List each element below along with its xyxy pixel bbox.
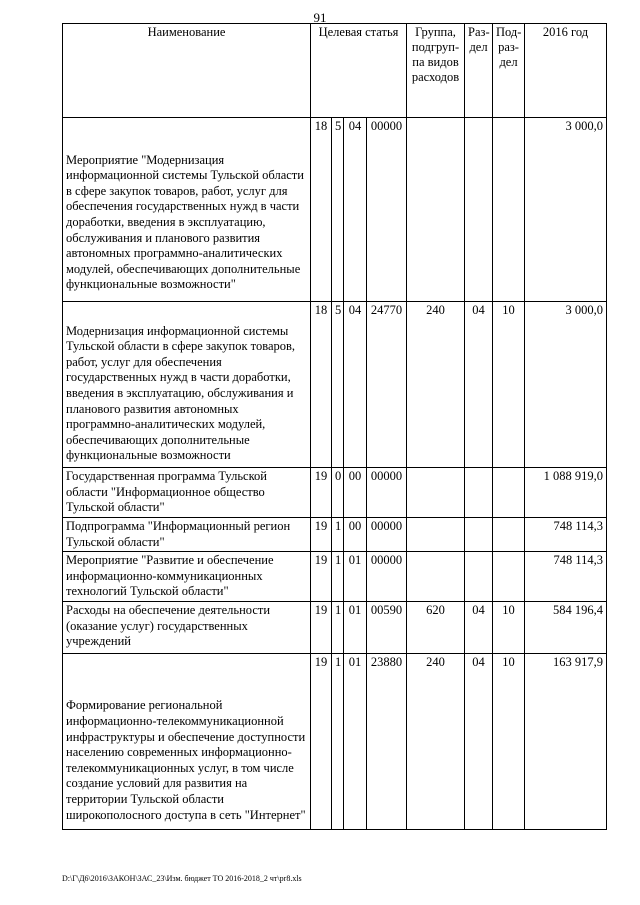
code-subprogram: 1: [332, 518, 344, 552]
expense-group: [407, 468, 465, 518]
expense-group: 240: [407, 302, 465, 468]
code-program: 19: [311, 602, 332, 654]
section: 04: [465, 602, 493, 654]
amount: 1 088 919,0: [525, 468, 607, 518]
table-row: [63, 602, 607, 654]
code-event: 01: [344, 654, 367, 830]
amount: 748 114,3: [525, 518, 607, 552]
code-direction: 00000: [367, 552, 407, 602]
code-event: 00: [344, 518, 367, 552]
subsection: 10: [493, 302, 525, 468]
code-program: 19: [311, 654, 332, 830]
expense-group: [407, 552, 465, 602]
section: 04: [465, 654, 493, 830]
code-program: 19: [311, 518, 332, 552]
code-direction: 00000: [367, 118, 407, 302]
subsection: [493, 468, 525, 518]
section: [465, 468, 493, 518]
code-program: 18: [311, 118, 332, 302]
section: [465, 118, 493, 302]
row-name: Формирование региональной информационно-телекоммуникационной инфраструктуры и обеспечение доступности населению современных информационно-телекоммуникационных услуг, в том числе создание условий для развития на территории Тульской области широкополосного доступа в сеть "Интернет": [63, 654, 311, 830]
section: [465, 552, 493, 602]
code-event: 04: [344, 118, 367, 302]
code-event: 04: [344, 302, 367, 468]
code-program: 19: [311, 468, 332, 518]
code-subprogram: 5: [332, 118, 344, 302]
header-target-article: Целевая статья: [311, 24, 407, 118]
code-direction: 00000: [367, 468, 407, 518]
table-row: [63, 654, 607, 830]
expense-group: [407, 518, 465, 552]
code-subprogram: 0: [332, 468, 344, 518]
amount: 584 196,4: [525, 602, 607, 654]
code-direction: 24770: [367, 302, 407, 468]
expense-group: 620: [407, 602, 465, 654]
subsection: 10: [493, 602, 525, 654]
amount: 3 000,0: [525, 118, 607, 302]
section: 04: [465, 302, 493, 468]
section: [465, 518, 493, 552]
code-program: 19: [311, 552, 332, 602]
code-subprogram: 5: [332, 302, 344, 468]
code-direction: 00000: [367, 518, 407, 552]
file-path-footer: D:\Г\Д6\2016\ЗАКОН\ЗАС_23\Изм. бюджет ТО 2016-2018_2 чт\pr8.xls: [62, 874, 302, 883]
row-name: Подпрограмма "Информационный регион Тульской области": [63, 518, 311, 552]
code-program: 18: [311, 302, 332, 468]
table-row: [63, 518, 607, 552]
header-name: Наименование: [63, 24, 311, 118]
subsection: [493, 118, 525, 302]
expense-group: 240: [407, 654, 465, 830]
table-row: [63, 302, 607, 468]
row-name: Государственная программа Тульской области "Информационное общество Тульской области": [63, 468, 311, 518]
code-subprogram: 1: [332, 552, 344, 602]
header-subsection: Под-раз-дел: [493, 24, 525, 118]
table-row: [63, 468, 607, 518]
code-direction: 00590: [367, 602, 407, 654]
row-name: Мероприятие "Модернизация информационной системы Тульской области в сфере закупок товаров, работ, услуг для обеспечения государственных нужд в части доработки, введения в эксплуатацию, обслуживания и планового развития автономных программно-аналитических модулей, обеспечивающих дополнительные функциональные возможности": [63, 118, 311, 302]
code-subprogram: 1: [332, 654, 344, 830]
table-row: [63, 552, 607, 602]
row-name: Расходы на обеспечение деятельности (оказание услуг) государственных учреждений: [63, 602, 311, 654]
table-row: [63, 118, 607, 302]
header-section: Раз-дел: [465, 24, 493, 118]
subsection: [493, 518, 525, 552]
budget-table: [62, 23, 607, 830]
header-group: Группа, подгруп-па видов расходов: [407, 24, 465, 118]
subsection: [493, 552, 525, 602]
amount: 748 114,3: [525, 552, 607, 602]
row-name: Мероприятие "Развитие и обеспечение информационно-коммуникационных технологий Тульской области": [63, 552, 311, 602]
header-year: 2016 год: [525, 24, 607, 118]
page-number: 91: [313, 10, 327, 25]
subsection: 10: [493, 654, 525, 830]
expense-group: [407, 118, 465, 302]
code-event: 01: [344, 552, 367, 602]
code-direction: 23880: [367, 654, 407, 830]
row-name: Модернизация информационной системы Тульской области в сфере закупок товаров, работ, услуг для обеспечения государственных нужд в части доработки, введения в эксплуатацию, обслуживания и планового развития автономных программно-аналитических модулей, обеспечивающих дополнительные функциональные возможности: [63, 302, 311, 468]
code-subprogram: 1: [332, 602, 344, 654]
code-event: 01: [344, 602, 367, 654]
code-event: 00: [344, 468, 367, 518]
table-header-row: [63, 24, 607, 118]
amount: 163 917,9: [525, 654, 607, 830]
amount: 3 000,0: [525, 302, 607, 468]
